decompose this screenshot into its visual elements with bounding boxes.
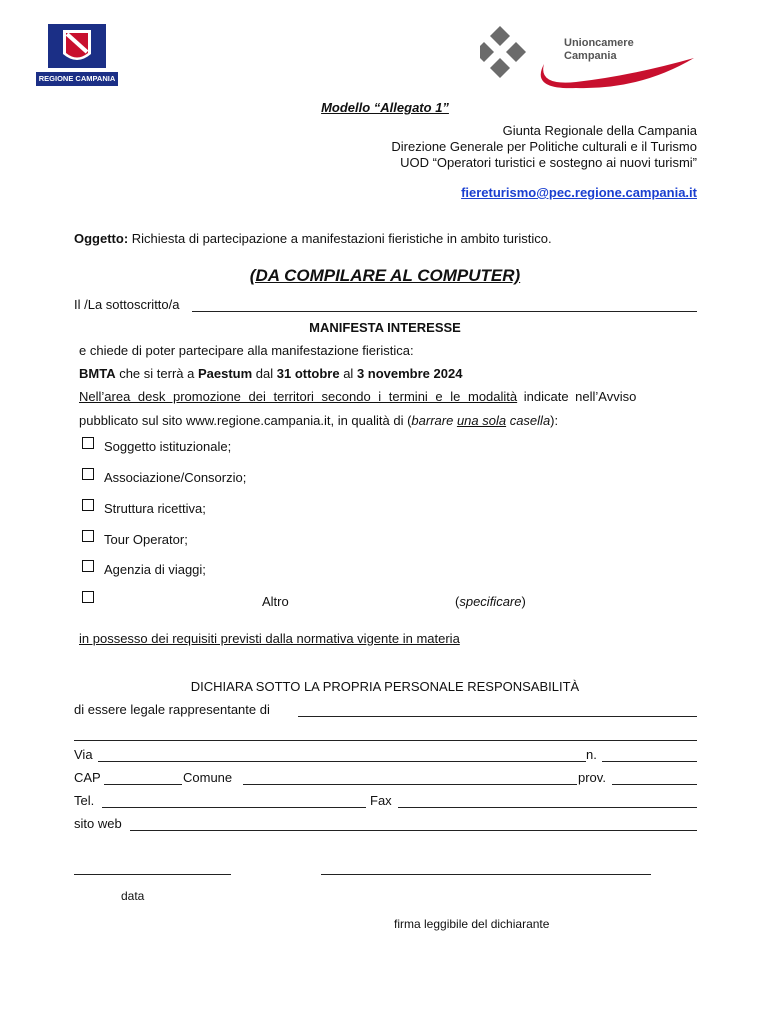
specify-open: ( — [455, 594, 460, 609]
via-label: Via — [74, 747, 93, 762]
option-label-5: Agenzia di viaggi; — [104, 562, 206, 577]
specify-text: specificare — [459, 594, 522, 609]
tel-field[interactable] — [102, 807, 366, 808]
signature-label: firma leggibile del dichiarante — [394, 917, 550, 931]
checkbox-altro[interactable] — [82, 591, 94, 603]
subject-line — [74, 231, 552, 246]
request-line: e chiede di poter partecipare alla manifestazione fieristica: — [79, 343, 414, 358]
regione-campania-logo — [36, 24, 118, 88]
prov-field[interactable] — [612, 784, 697, 785]
compile-title: (DA COMPILARE AL COMPUTER) — [249, 266, 521, 285]
website-field[interactable] — [130, 830, 697, 831]
number-label: n. — [586, 747, 597, 762]
number-field[interactable] — [602, 761, 697, 762]
manifesta-heading: MANIFESTA INTERESSE — [309, 320, 461, 335]
fax-label: Fax — [370, 793, 392, 808]
option-other-specify — [455, 594, 526, 609]
regione-campania-logo-label: REGIONE CAMPANIA — [38, 74, 116, 83]
via-field[interactable] — [98, 761, 586, 762]
cap-label: CAP — [74, 770, 101, 785]
legal-rep-field[interactable] — [298, 716, 697, 717]
email-link[interactable]: fiereturismo@pec.regione.campania.it — [461, 185, 697, 200]
event-text-1: che si terrà a — [115, 366, 198, 381]
area-line — [79, 389, 697, 404]
event-place: Paestum — [197, 366, 253, 381]
option-label-3: Struttura ricettiva; — [104, 501, 206, 516]
option-label-4: Tour Operator; — [104, 532, 188, 547]
subject-text: Richiesta di partecipazione a manifestazioni fieristiche in ambito turistico. — [128, 231, 552, 246]
published-line — [79, 413, 558, 428]
recipient-block — [391, 123, 697, 171]
event-name: BMTA — [79, 366, 116, 381]
declaration-heading: DICHIARA SOTTO LA PROPRIA PERSONALE RESPONSABILITÀ — [190, 679, 580, 694]
model-title: Modello “Allegato 1” — [321, 100, 449, 115]
published-text-5: ): — [550, 413, 559, 428]
option-other-label: Altro — [262, 594, 289, 609]
tel-label: Tel. — [74, 793, 95, 808]
legal-rep-field-line-2[interactable] — [74, 740, 697, 741]
published-text-2: barrare — [411, 413, 457, 428]
specify-close: ) — [521, 594, 526, 609]
option-label-1: Soggetto istituzionale; — [104, 439, 232, 454]
published-text-3: una sola — [456, 413, 507, 428]
unioncamere-logo-text: Unioncamere — [564, 37, 634, 49]
prov-label: prov. — [578, 770, 606, 785]
legal-rep-label: di essere legale rappresentante di — [74, 702, 270, 717]
event-from-date: 31 ottobre — [276, 366, 340, 381]
fax-field[interactable] — [398, 807, 697, 808]
date-label: data — [121, 889, 145, 903]
area-line-rest: indicate nell’Avviso — [517, 389, 637, 404]
checkbox-tour-operator[interactable] — [82, 530, 94, 542]
signature-field[interactable] — [321, 874, 651, 875]
recipient-line-3: UOD “Operatori turistici e sostegno ai nuovi turismi” — [400, 155, 697, 170]
event-text-3: al — [339, 366, 357, 381]
event-to-date: 3 novembre 2024 — [356, 366, 463, 381]
checkbox-agenzia-di-viaggi[interactable] — [82, 560, 94, 572]
comune-label: Comune — [183, 770, 233, 785]
event-text-2: dal — [252, 366, 277, 381]
campania-logo-text: Campania — [564, 50, 617, 62]
subject-label: Oggetto: — [74, 231, 129, 246]
area-line-underlined: Nell’area desk promozione dei territori secondo i termini e le modalità — [79, 389, 518, 404]
checkbox-soggetto-istituzionale[interactable] — [82, 437, 94, 449]
cap-field[interactable] — [104, 784, 182, 785]
recipient-line-2: Direzione Generale per Politiche culturali e il Turismo — [391, 139, 697, 154]
published-text-4: casella — [506, 413, 551, 428]
date-field[interactable] — [74, 874, 231, 875]
comune-field[interactable] — [243, 784, 577, 785]
undersigned-field[interactable] — [192, 311, 697, 312]
recipient-line-1: Giunta Regionale della Campania — [502, 123, 697, 138]
requirements-line: in possesso dei requisiti previsti dalla normativa vigente in materia — [79, 631, 460, 646]
checkbox-associazione-consorzio[interactable] — [82, 468, 94, 480]
checkbox-struttura-ricettiva[interactable] — [82, 499, 94, 511]
published-text-1: pubblicato sul sito www.regione.campania.it, in qualità di ( — [79, 413, 412, 428]
undersigned-label: Il /La sottoscritto/a — [74, 297, 180, 312]
option-label-2: Associazione/Consorzio; — [104, 470, 247, 485]
event-line — [79, 366, 462, 381]
unioncamere-campania-logo — [480, 24, 700, 90]
website-label: sito web — [74, 816, 122, 831]
